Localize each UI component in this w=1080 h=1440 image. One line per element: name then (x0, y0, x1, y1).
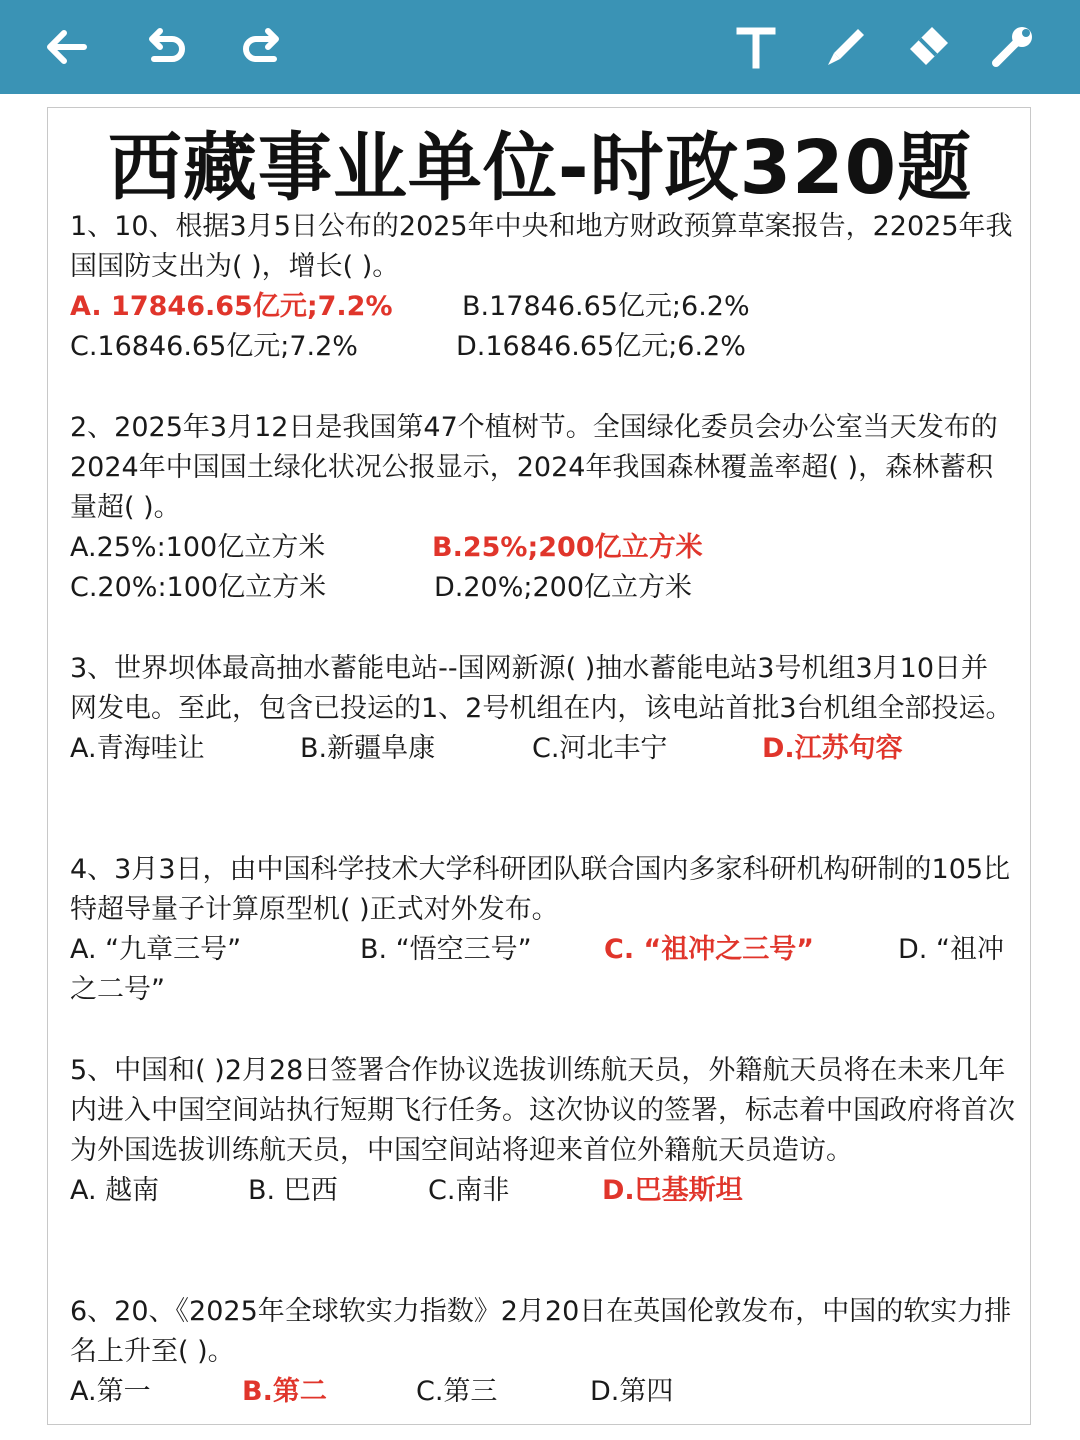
question-stem: 6、20、《2025年全球软实力指数》2月20日在英国伦敦发布，中国的软实力排名上升至( )。 (70, 1296, 1012, 1367)
eraser-tool-icon[interactable] (898, 17, 958, 77)
option-a: A. “九章三号” (70, 934, 242, 965)
toolbar (0, 0, 1080, 94)
option-c: C.第三 (416, 1376, 498, 1407)
option-row (70, 1372, 1015, 1412)
option-a: A.第一 (70, 1376, 151, 1407)
option-row (70, 930, 1015, 970)
option-b: B.17846.65亿元;6.2% (462, 291, 750, 322)
wrench-tool-icon[interactable] (982, 17, 1042, 77)
option-a: A.25%:100亿立方米 (70, 532, 326, 563)
option-d: D.第四 (590, 1376, 674, 1407)
question-1 (70, 207, 1015, 367)
option-row (70, 729, 1015, 769)
option-d: D. “祖冲 (898, 934, 1004, 965)
question-5 (70, 1051, 1015, 1211)
option-row (70, 327, 1015, 367)
option-b: B.新疆阜康 (300, 733, 436, 764)
question-3 (70, 649, 1015, 769)
option-row (70, 970, 1015, 1010)
question-4 (70, 850, 1015, 1010)
option-c: C.河北丰宁 (532, 733, 668, 764)
option-b: B. 巴西 (248, 1175, 338, 1206)
undo-icon[interactable] (136, 17, 196, 77)
option-row (70, 1171, 1015, 1211)
option-d: D.江苏句容 (762, 733, 903, 764)
question-stem: 3、世界坝体最高抽水蓄能电站--国网新源( )抽水蓄能电站3号机组3月10日并网发电。至此，包含已投运的1、2号机组在内，该电站首批3台机组全部投运。 (70, 653, 1013, 724)
option-c: C.20%:100亿立方米 (70, 572, 327, 603)
option-b: B. “悟空三号” (360, 934, 532, 965)
option-c: C.南非 (428, 1175, 510, 1206)
page-title: 西藏事业单位-时政320题 (107, 125, 973, 211)
option-d: D.16846.65亿元;6.2% (456, 331, 746, 362)
back-arrow-icon[interactable] (36, 17, 96, 77)
question-stem: 2、2025年3月12日是我国第47个植树节。全国绿化委员会办公室当天发布的2024年中国国土绿化状况公报显示，2024年我国森林覆盖率超( )，森林蓄积量超( )。 (70, 412, 998, 523)
option-row (70, 287, 1015, 327)
option-d: D.20%;200亿立方米 (434, 572, 693, 603)
text-tool-icon[interactable] (726, 17, 786, 77)
option-b: B.25%;200亿立方米 (432, 532, 703, 563)
option-a: A. 越南 (70, 1175, 160, 1206)
option-a: A. 17846.65亿元;7.2% (70, 291, 393, 322)
option-row (70, 568, 1015, 608)
redo-icon[interactable] (232, 17, 292, 77)
question-stem: 1、10、根据3月5日公布的2025年中央和地方财政预算草案报告，22025年我国国防支出为( )，增长( )。 (70, 211, 1013, 282)
option-c: C.16846.65亿元;7.2% (70, 331, 358, 362)
question-stem: 4、3月3日，由中国科学技术大学科研团队联合国内多家科研机构研制的105比特超导量子计算原型机( )正式对外发布。 (70, 854, 1011, 925)
option-row (70, 528, 1015, 568)
option-a: A.青海哇让 (70, 733, 205, 764)
pen-tool-icon[interactable] (814, 17, 874, 77)
option-c: C. “祖冲之三号” (604, 934, 814, 965)
option-d-continued: 之二号” (70, 974, 165, 1005)
option-b: B.第二 (242, 1376, 327, 1407)
question-stem: 5、中国和( )2月28日签署合作协议选拔训练航天员，外籍航天员将在未来几年内进入中国空间站执行短期飞行任务。这次协议的签署，标志着中国政府将首次为外国选拔训练航天员，中国空间站将迎来首位外籍航天员造访。 (70, 1055, 1015, 1166)
question-2 (70, 408, 1015, 608)
question-6 (70, 1292, 1015, 1412)
option-d: D.巴基斯坦 (602, 1175, 743, 1206)
